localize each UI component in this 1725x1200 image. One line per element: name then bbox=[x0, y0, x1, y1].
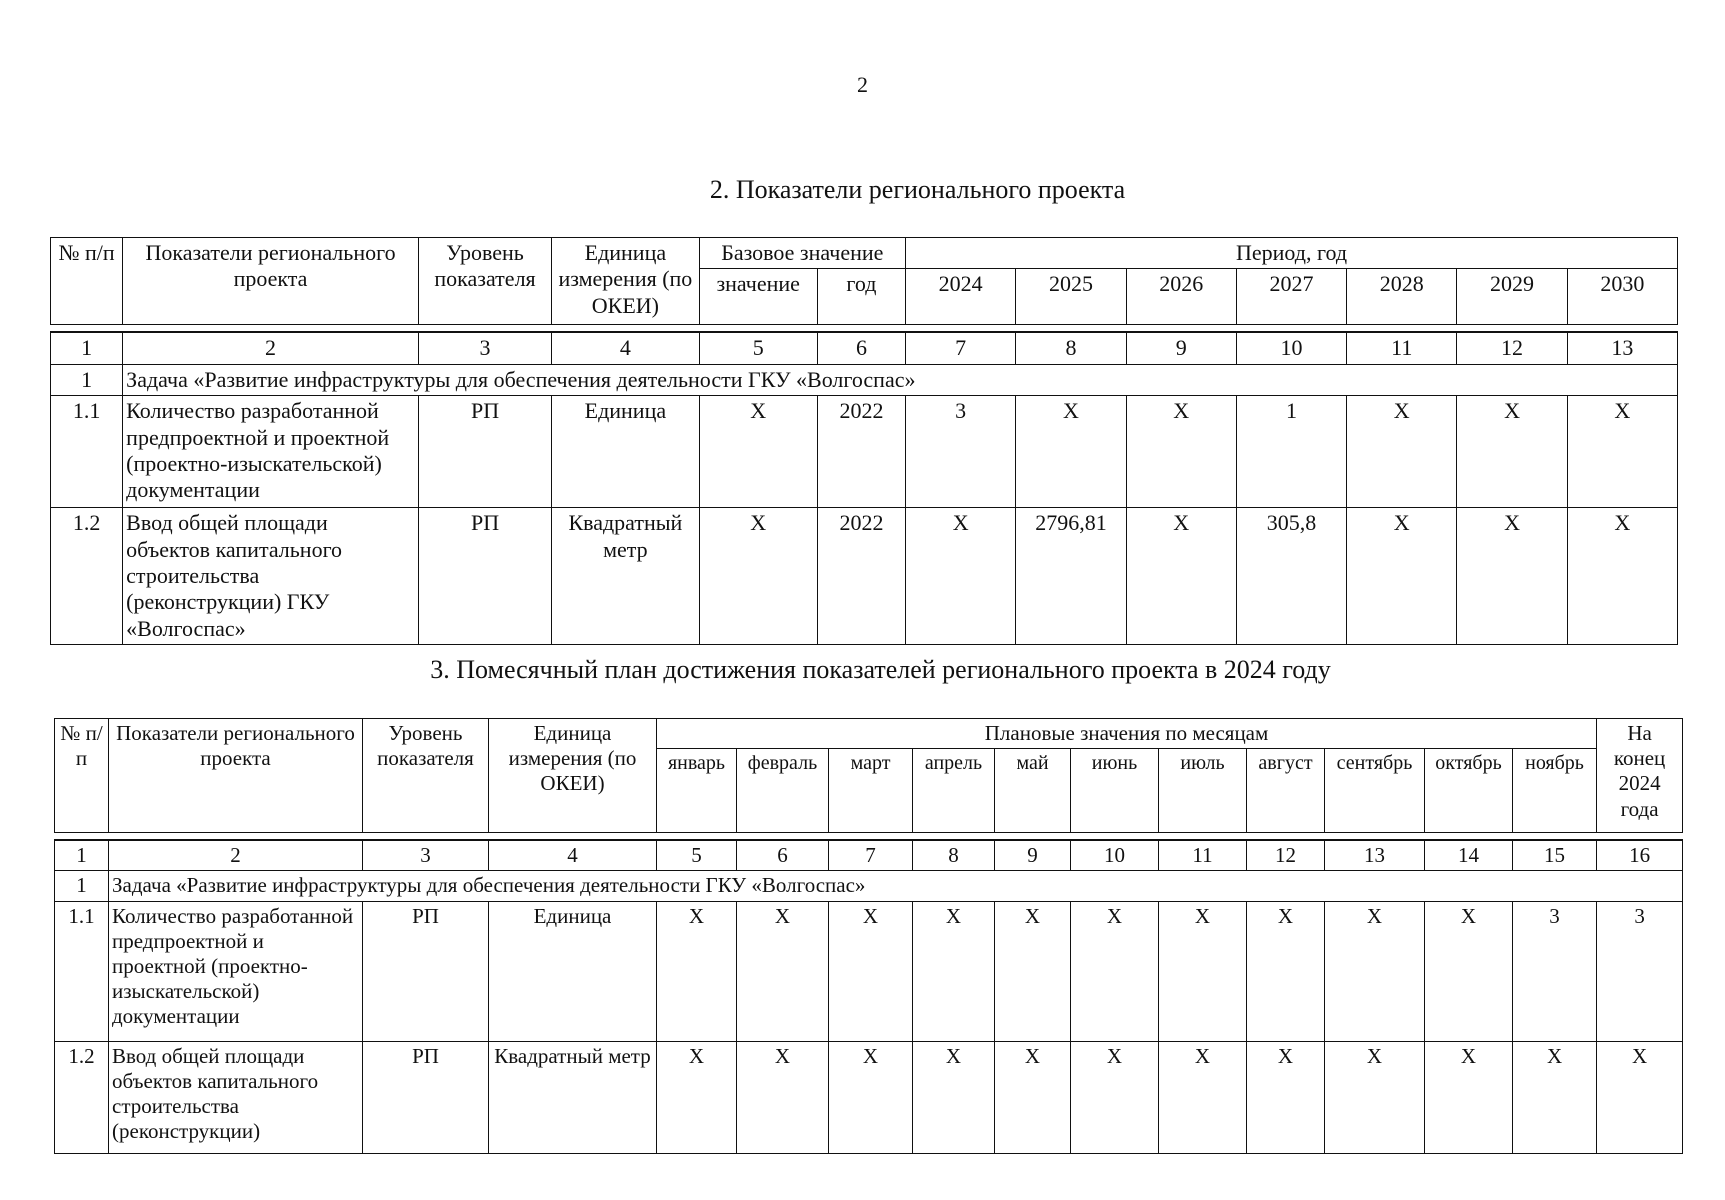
row-value: X bbox=[1347, 396, 1457, 508]
row-base-value: X bbox=[699, 508, 817, 645]
row-indicator: Количество разработанной предпроектной и проектной (проектно-изыскательской) документации bbox=[109, 901, 363, 1041]
row-base-year: 2022 bbox=[817, 508, 905, 645]
row-value: X bbox=[1071, 901, 1159, 1041]
row-value: X bbox=[1016, 396, 1126, 508]
row-end: X bbox=[1597, 1041, 1683, 1153]
table-row bbox=[55, 901, 1683, 1041]
header-month: ноябрь bbox=[1513, 749, 1597, 833]
row-value: X bbox=[1325, 901, 1425, 1041]
column-number: 3 bbox=[418, 332, 551, 364]
row-value: X bbox=[737, 901, 829, 1041]
page-number: 2 bbox=[857, 72, 868, 97]
header-year: 2029 bbox=[1457, 269, 1567, 325]
row-value: X bbox=[657, 901, 737, 1041]
header-base-year: год bbox=[817, 269, 905, 325]
row-base-value: X bbox=[699, 396, 817, 508]
header-num: № п/п bbox=[51, 238, 123, 325]
header-month: март bbox=[829, 749, 913, 833]
column-number: 13 bbox=[1567, 332, 1677, 364]
header-level: Уровень показателя bbox=[363, 719, 489, 833]
header-base: Базовое значение bbox=[699, 238, 905, 269]
table-row bbox=[51, 396, 1678, 508]
row-value: X bbox=[913, 901, 995, 1041]
column-number: 10 bbox=[1071, 840, 1159, 871]
row-level: РП bbox=[418, 396, 551, 508]
header-month: сентябрь bbox=[1325, 749, 1425, 833]
row-value: X bbox=[1347, 508, 1457, 645]
row-value: X bbox=[1071, 1041, 1159, 1153]
header-num: № п/п bbox=[55, 719, 109, 833]
header-indicator: Показатели регионального проекта bbox=[109, 719, 363, 833]
row-value: X bbox=[1126, 508, 1236, 645]
header-indicator: Показатели регионального проекта bbox=[123, 238, 419, 325]
row-value: X bbox=[1567, 396, 1677, 508]
row-value: X bbox=[1425, 901, 1513, 1041]
row-value: X bbox=[1325, 1041, 1425, 1153]
row-value: X bbox=[1567, 508, 1677, 645]
row-indicator: Ввод общей площади объектов капитального строительства (реконструкции) bbox=[109, 1041, 363, 1153]
row-end: 3 bbox=[1597, 901, 1683, 1041]
row-indicator: Количество разработанной предпроектной и проектной (проектно-изыскательской) документации bbox=[123, 396, 419, 508]
row-value: X bbox=[1457, 508, 1567, 645]
column-number: 2 bbox=[123, 332, 419, 364]
row-indicator: Ввод общей площади объектов капитального строительства (реконструкции) ГКУ «Волгоспас» bbox=[123, 508, 419, 645]
row-value: 1 bbox=[1236, 396, 1346, 508]
header-month: февраль bbox=[737, 749, 829, 833]
column-number: 9 bbox=[995, 840, 1071, 871]
row-value: X bbox=[1159, 1041, 1247, 1153]
column-number: 1 bbox=[51, 332, 123, 364]
header-year: 2024 bbox=[906, 269, 1016, 325]
row-value: X bbox=[1425, 1041, 1513, 1153]
column-number: 7 bbox=[829, 840, 913, 871]
row-value: 3 bbox=[1513, 901, 1597, 1041]
header-end: На конец 2024 года bbox=[1597, 719, 1683, 833]
column-number: 4 bbox=[552, 332, 699, 364]
task-num: 1 bbox=[51, 364, 123, 395]
row-value: X bbox=[913, 1041, 995, 1153]
row-base-year: 2022 bbox=[817, 396, 905, 508]
header-unit: Единица измерения (по ОКЕИ) bbox=[552, 238, 699, 325]
header-month: май bbox=[995, 749, 1071, 833]
row-value: X bbox=[1247, 1041, 1325, 1153]
row-num: 1.1 bbox=[51, 396, 123, 508]
row-value: 2796,81 bbox=[1016, 508, 1126, 645]
header-unit: Единица измерения (по ОКЕИ) bbox=[489, 719, 657, 833]
row-level: РП bbox=[363, 1041, 489, 1153]
row-unit: Квадратный метр bbox=[552, 508, 699, 645]
column-number: 15 bbox=[1513, 840, 1597, 871]
header-month: июль bbox=[1159, 749, 1247, 833]
column-number: 4 bbox=[489, 840, 657, 871]
row-value: 3 bbox=[906, 396, 1016, 508]
row-value: X bbox=[1247, 901, 1325, 1041]
column-number: 3 bbox=[363, 840, 489, 871]
row-value: X bbox=[829, 1041, 913, 1153]
header-year: 2028 bbox=[1347, 269, 1457, 325]
task-text: Задача «Развитие инфраструктуры для обеспечения деятельности ГКУ «Волгоспас» bbox=[123, 364, 1678, 395]
row-value: 305,8 bbox=[1236, 508, 1346, 645]
row-value: X bbox=[1513, 1041, 1597, 1153]
row-value: X bbox=[995, 901, 1071, 1041]
row-num: 1.2 bbox=[55, 1041, 109, 1153]
column-number: 2 bbox=[109, 840, 363, 871]
column-number: 7 bbox=[906, 332, 1016, 364]
column-number: 6 bbox=[737, 840, 829, 871]
column-number: 16 bbox=[1597, 840, 1683, 871]
header-month: июнь bbox=[1071, 749, 1159, 833]
row-value: X bbox=[995, 1041, 1071, 1153]
row-num: 1.1 bbox=[55, 901, 109, 1041]
row-value: X bbox=[1457, 396, 1567, 508]
row-unit: Квадратный метр bbox=[489, 1041, 657, 1153]
table-row bbox=[51, 508, 1678, 645]
section-3-title: 3. Помесячный план достижения показателей регионального проекта в 2024 году bbox=[430, 655, 1331, 684]
row-level: РП bbox=[418, 508, 551, 645]
table-row bbox=[55, 1041, 1683, 1153]
header-year: 2027 bbox=[1236, 269, 1346, 325]
header-month: апрель bbox=[913, 749, 995, 833]
column-number: 6 bbox=[817, 332, 905, 364]
column-number: 8 bbox=[913, 840, 995, 871]
section-2-title: 2. Показатели регионального проекта bbox=[709, 175, 1126, 204]
monthly-plan-table bbox=[54, 718, 1683, 1154]
header-year: 2026 bbox=[1126, 269, 1236, 325]
row-unit: Единица bbox=[489, 901, 657, 1041]
column-number: 13 bbox=[1325, 840, 1425, 871]
header-month: август bbox=[1247, 749, 1325, 833]
column-number: 10 bbox=[1236, 332, 1346, 364]
column-number: 5 bbox=[699, 332, 817, 364]
column-number: 8 bbox=[1016, 332, 1126, 364]
column-number: 1 bbox=[55, 840, 109, 871]
row-value: X bbox=[829, 901, 913, 1041]
column-number: 11 bbox=[1347, 332, 1457, 364]
header-month: январь bbox=[657, 749, 737, 833]
row-unit: Единица bbox=[552, 396, 699, 508]
column-number: 12 bbox=[1247, 840, 1325, 871]
task-text: Задача «Развитие инфраструктуры для обеспечения деятельности ГКУ «Волгоспас» bbox=[109, 871, 1683, 901]
column-number: 9 bbox=[1126, 332, 1236, 364]
column-number: 5 bbox=[657, 840, 737, 871]
column-number: 12 bbox=[1457, 332, 1567, 364]
row-value: X bbox=[1159, 901, 1247, 1041]
header-year: 2030 bbox=[1567, 269, 1677, 325]
column-number: 14 bbox=[1425, 840, 1513, 871]
header-base-value: значение bbox=[699, 269, 817, 325]
header-level: Уровень показателя bbox=[418, 238, 551, 325]
row-num: 1.2 bbox=[51, 508, 123, 645]
column-number: 11 bbox=[1159, 840, 1247, 871]
header-year: 2025 bbox=[1016, 269, 1126, 325]
row-value: X bbox=[906, 508, 1016, 645]
header-month: октябрь bbox=[1425, 749, 1513, 833]
row-value: X bbox=[657, 1041, 737, 1153]
row-value: X bbox=[1126, 396, 1236, 508]
header-planned: Плановые значения по месяцам bbox=[657, 719, 1597, 749]
indicators-table bbox=[50, 237, 1678, 645]
task-num: 1 bbox=[55, 871, 109, 901]
row-value: X bbox=[737, 1041, 829, 1153]
header-period: Период, год bbox=[906, 238, 1678, 269]
row-level: РП bbox=[363, 901, 489, 1041]
